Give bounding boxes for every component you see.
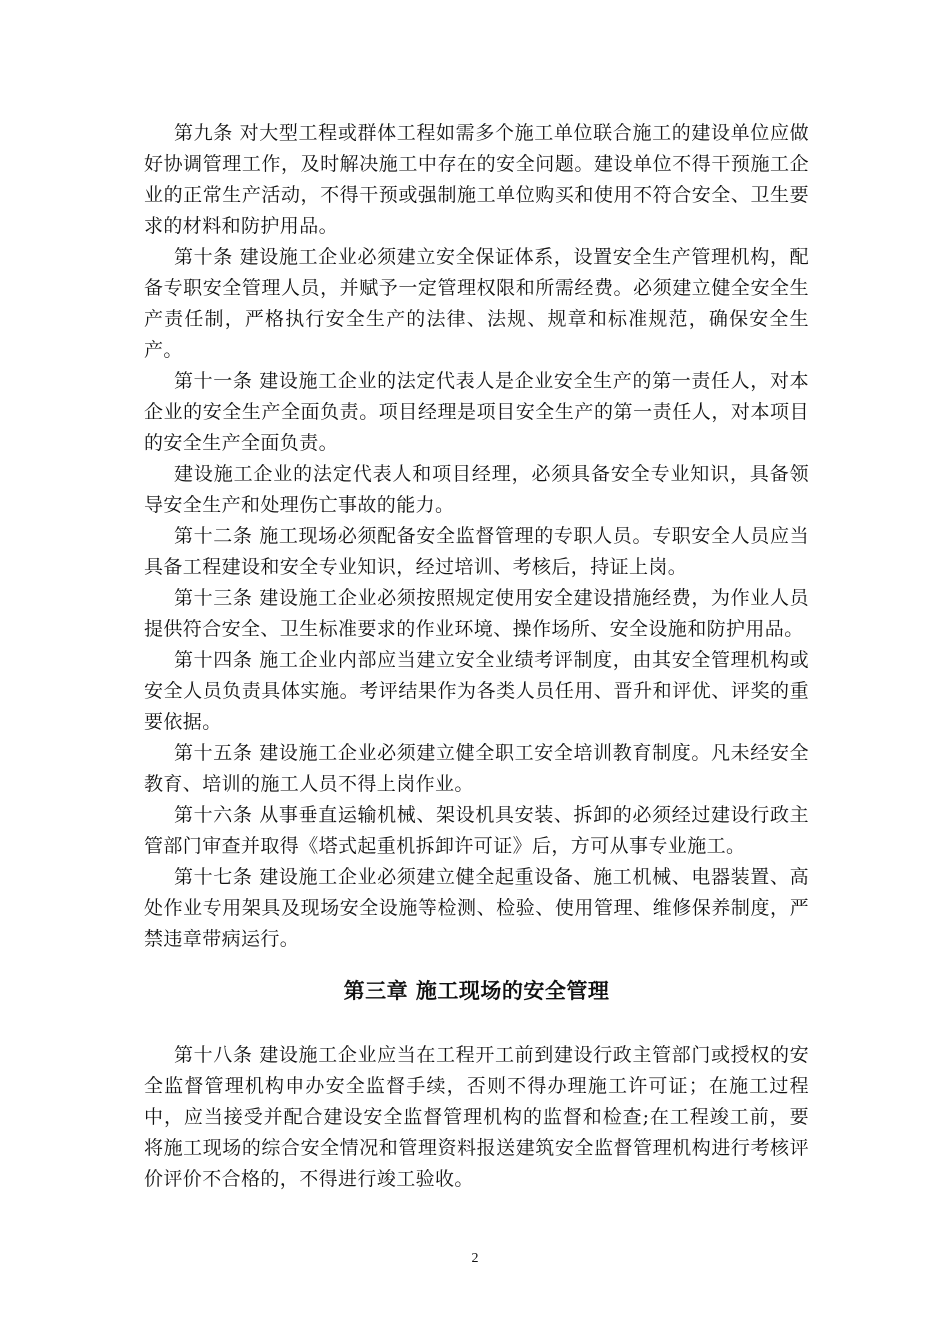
article-16: 第十六条 从事垂直运输机械、架设机具安装、拆卸的必须经过建设行政主管部门审查并取得《塔式起重机拆卸许可证》后，方可从事专业施工。 bbox=[144, 804, 809, 857]
article-11-continuation: 建设施工企业的法定代表人和项目经理，必须具备安全专业知识，具备领导安全生产和处理伤亡事故的能力。 bbox=[144, 463, 809, 516]
article-17: 第十七条 建设施工企业必须建立健全起重设备、施工机械、电器装置、高处作业专用架具及现场安全设施等检测、检验、使用管理、维修保养制度，严禁违章带病运行。 bbox=[144, 866, 809, 950]
article-12: 第十二条 施工现场必须配备安全监督管理的专职人员。专职安全人员应当具备工程建设和安全专业知识，经过培训、考核后，持证上岗。 bbox=[144, 525, 809, 578]
article-10: 第十条 建设施工企业必须建立安全保证体系，设置安全生产管理机构，配备专职安全管理人员，并赋予一定管理权限和所需经费。必须建立健全安全生产责任制，严格执行安全生产的法律、法规、规章和标准规范，确保安全生产。 bbox=[144, 246, 809, 361]
article-9: 第九条 对大型工程或群体工程如需多个施工单位联合施工的建设单位应做好协调管理工作，及时解决施工中存在的安全问题。建设单位不得干预施工企业的正常生产活动，不得干预或强制施工单位购买和使用不符合安全、卫生要求的材料和防护用品。 bbox=[144, 122, 809, 237]
page-body bbox=[144, 118, 809, 1195]
article-14: 第十四条 施工企业内部应当建立安全业绩考评制度，由其安全管理机构或安全人员负责具体实施。考评结果作为各类人员任用、晋升和评优、评奖的重要依据。 bbox=[144, 649, 809, 733]
article-15: 第十五条 建设施工企业必须建立健全职工安全培训教育制度。凡未经安全教育、培训的施工人员不得上岗作业。 bbox=[144, 742, 809, 795]
article-13: 第十三条 建设施工企业必须按照规定使用安全建设措施经费，为作业人员提供符合安全、卫生标准要求的作业环境、操作场所、安全设施和防护用品。 bbox=[144, 587, 809, 640]
article-18: 第十八条 建设施工企业应当在工程开工前到建设行政主管部门或授权的安全监督管理机构申办安全监督手续，否则不得办理施工许可证；在施工过程中，应当接受并配合建设安全监督管理机构的监督和检查;在工程竣工前，要将施工现场的综合安全情况和管理资料报送建筑安全监督管理机构进行考核评价评价不合格的，不得进行竣工验收。 bbox=[144, 1044, 809, 1190]
article-11: 第十一条 建设施工企业的法定代表人是企业安全生产的第一责任人，对本企业的安全生产全面负责。项目经理是项目安全生产的第一责任人，对本项目的安全生产全面负责。 bbox=[144, 370, 809, 454]
chapter-title: 第三章 施工现场的安全管理 bbox=[343, 978, 610, 1003]
page-number: 2 bbox=[471, 1251, 479, 1266]
